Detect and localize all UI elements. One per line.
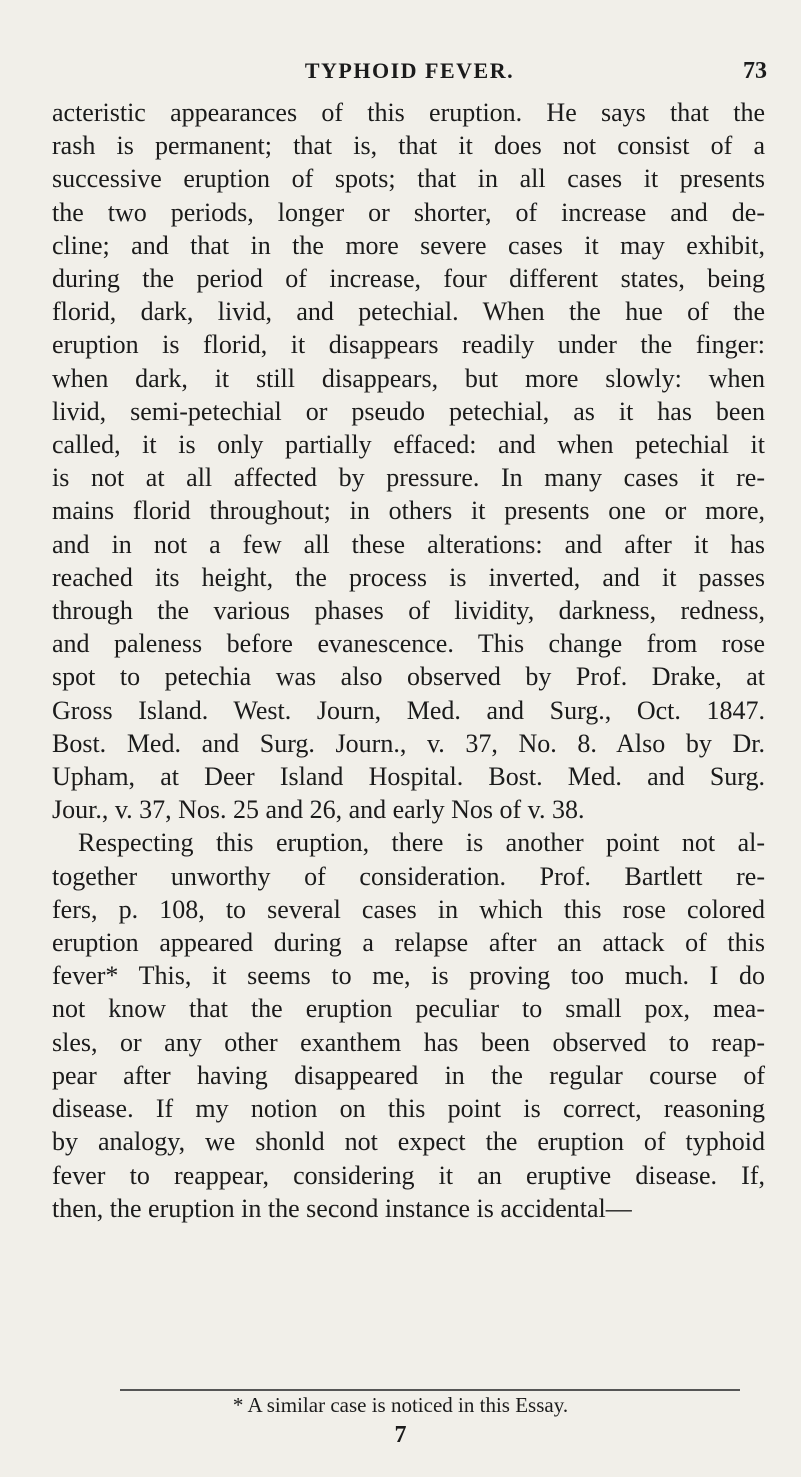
text-line: eruption is florid, it disappears readily under the finger: <box>52 330 765 360</box>
text-line: together unworthy of consideration. Prof. Bartlett re- <box>52 861 765 891</box>
text-line: called, it is only partially effaced: and when petechial it <box>52 430 765 460</box>
text-line: sles, or any other exanthem has been observed to reap- <box>52 1027 765 1057</box>
text-line: spot to petechia was also observed by Prof. Drake, at <box>52 662 765 692</box>
text-line: pear after having disappeared in the regular course of <box>52 1060 765 1090</box>
text-line: fever* This, it seems to me, is proving too much. I do <box>52 961 765 991</box>
text-line: cline; and that in the more severe cases it may exhibit, <box>52 230 765 260</box>
text-line: fever to reappear, considering it an eruptive disease. If, <box>52 1160 765 1190</box>
text-line: is not at all affected by pressure. In many cases it re- <box>52 463 765 493</box>
text-line: then, the eruption in the second instance is accidental— <box>52 1193 632 1223</box>
page-header <box>52 58 767 88</box>
text-line: and paleness before evanescence. This change from rose <box>52 629 765 659</box>
footnote-divider <box>120 1389 740 1391</box>
text-line: fers, p. 108, to several cases in which this rose colored <box>52 894 765 924</box>
text-line: florid, dark, livid, and petechial. When the hue of the <box>52 297 765 327</box>
text-line: successive eruption of spots; that in all cases it presents <box>52 164 765 194</box>
text-line: reached its height, the process is inverted, and it passes <box>52 562 765 592</box>
text-line: mains florid throughout; in others it presents one or more, <box>52 496 765 526</box>
text-line: rash is permanent; that is, that it does not consist of a <box>52 131 765 161</box>
text-line: eruption appeared during a relapse after an attack of this <box>52 928 765 958</box>
text-line: disease. If my notion on this point is correct, reasoning <box>52 1094 765 1124</box>
text-line: the two periods, longer or shorter, of increase and de- <box>52 197 765 227</box>
signature-mark: 7 <box>394 1422 407 1448</box>
text-line: Bost. Med. and Surg. Journ., v. 37, No. 8. Also by Dr. <box>52 728 765 758</box>
text-line: Upham, at Deer Island Hospital. Bost. Med. and Surg. <box>52 762 765 792</box>
footnote: * A similar case is noticed in this Essay. <box>232 1393 569 1417</box>
text-line: Gross Island. West. Journ, Med. and Surg., Oct. 1847. <box>52 695 765 725</box>
body-text <box>52 96 765 1225</box>
text-line: not know that the eruption peculiar to small pox, mea- <box>52 994 765 1024</box>
text-line: when dark, it still disappears, but more slowly: when <box>52 363 765 393</box>
text-line: and in not a few all these alterations: and after it has <box>52 529 765 559</box>
text-line: Respecting this eruption, there is another point not al- <box>78 828 765 858</box>
text-line: Jour., v. 37, Nos. 25 and 26, and early Nos of v. 38. <box>52 795 585 825</box>
text-line: during the period of increase, four different states, being <box>52 264 765 294</box>
text-line: acteristic appearances of this eruption. He says that the <box>52 98 765 127</box>
text-line: by analogy, we shonld not expect the eruption of typhoid <box>52 1127 765 1157</box>
running-title: TYPHOID FEVER. <box>304 58 515 83</box>
text-line: through the various phases of lividity, darkness, redness, <box>52 596 765 626</box>
page-number: 73 <box>743 58 767 84</box>
text-line: livid, semi-petechial or pseudo petechial, as it has been <box>52 396 765 426</box>
